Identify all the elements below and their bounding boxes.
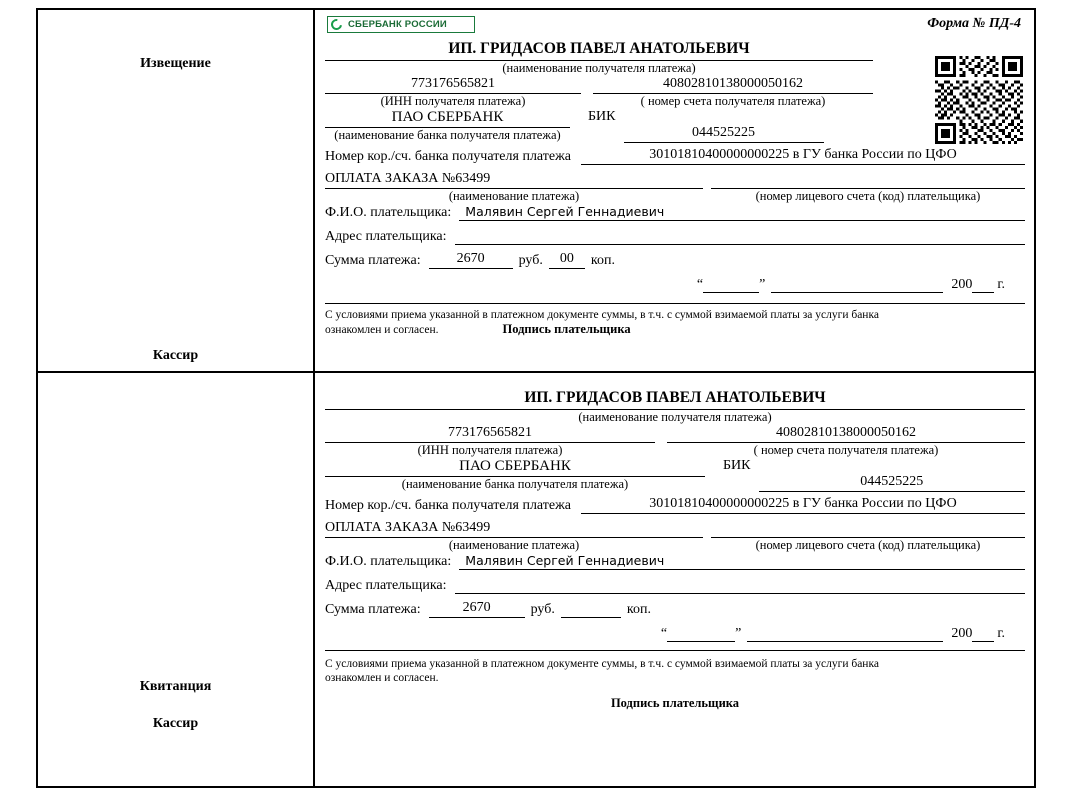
year-prefix-top: 200 — [951, 277, 973, 292]
rub-label-bottom: руб. — [530, 602, 555, 617]
bank-name-caption-bottom: (наименование банка получателя платежа) — [401, 477, 629, 491]
payer-address-label-bottom: Адрес плательщика: — [325, 578, 447, 593]
purpose-caption-bottom: (наименование платежа) — [448, 538, 580, 552]
personal-account-caption-bottom: (номер лицевого счета (код) плательщика) — [755, 538, 981, 552]
year-suffix-bottom: г. — [997, 626, 1005, 641]
signature-label-top: Подпись плательщика — [502, 322, 631, 337]
qr-code-icon — [935, 56, 1023, 144]
bik-label-bottom: БИК — [723, 458, 751, 473]
date-day-blank-bottom — [667, 626, 735, 642]
date-day-blank-top — [703, 277, 759, 293]
amount-value-bottom: 2670 — [429, 600, 525, 618]
payer-address-label-top: Адрес плательщика: — [325, 229, 447, 244]
label-receipt: Квитанция — [139, 679, 212, 694]
rub-label-top: руб. — [518, 253, 543, 268]
payer-name-label-top: Ф.И.О. плательщика: — [325, 205, 452, 220]
kop-value-bottom — [561, 600, 621, 618]
sberbank-logo-text: СБЕРБАНК РОССИИ — [348, 19, 447, 30]
kop-value-top: 00 — [549, 251, 585, 269]
bik-value-bottom: 044525225 — [759, 474, 1026, 492]
year-suffix-top: г. — [997, 277, 1005, 292]
amount-label-bottom: Сумма платежа: — [325, 602, 421, 617]
date-quote-close-bottom: ” — [735, 626, 742, 641]
payer-address-value-bottom — [455, 576, 1025, 594]
bank-name-value-top: ПАО СБЕРБАНК — [325, 109, 570, 128]
amount-value-top: 2670 — [429, 251, 513, 269]
notice-left-column — [38, 10, 315, 371]
sberbank-logo-icon — [327, 16, 475, 33]
date-quote-open-top: “ — [696, 277, 704, 292]
year-blank-top — [972, 277, 994, 293]
bank-name-value-bottom: ПАО СБЕРБАНК — [325, 458, 705, 477]
bank-name-caption-top: (наименование банка получателя платежа) — [334, 128, 561, 142]
purpose-caption-top: (наименование платежа) — [448, 189, 580, 203]
account-value-bottom: 40802810138000050162 — [667, 425, 1025, 443]
notice-right-column — [315, 10, 1035, 371]
purpose-value-bottom: ОПЛАТА ЗАКАЗА №63499 — [325, 520, 703, 538]
terms-line1-top: С условиями приема указанной в платежном документе суммы, в т.ч. с суммой взимаемой платы за услуги банка — [325, 309, 879, 321]
account-caption-top: ( номер счета получателя платежа) — [640, 94, 826, 108]
terms-line1-bottom: С условиями приема указанной в платежном документе суммы, в т.ч. с суммой взимаемой платы за услуги банка — [325, 658, 879, 670]
payer-name-label-bottom: Ф.И.О. плательщика: — [325, 554, 452, 569]
recipient-name-bottom: ИП. ГРИДАСОВ ПАВЕЛ АНАТОЛЬЕВИЧ — [524, 389, 826, 406]
inn-value-top: 773176565821 — [325, 76, 581, 94]
terms-line2-top: ознакомлен и согласен. — [325, 324, 439, 336]
date-month-blank-bottom — [747, 626, 943, 642]
bik-value-top: 044525225 — [624, 125, 824, 143]
bik-label-top: БИК — [588, 109, 616, 124]
corr-value-bottom: 30101810400000000225 в ГУ банка России по ЦФО — [581, 496, 1025, 514]
year-prefix-bottom: 200 — [951, 626, 973, 641]
inn-caption-top: (ИНН получателя платежа) — [380, 94, 526, 108]
label-cashier-bottom: Кассир — [152, 716, 199, 731]
receipt-right-column — [315, 373, 1035, 786]
payer-name-value-top: Малявин Сергей Геннадиевич — [459, 204, 1025, 221]
sberbank-mark-icon — [329, 17, 346, 32]
kop-label-bottom: коп. — [626, 602, 651, 617]
date-quote-close-top: ” — [759, 277, 766, 292]
form-number: Форма № ПД-4 — [927, 16, 1021, 31]
personal-account-caption-top: (номер лицевого счета (код) плательщика) — [755, 189, 981, 203]
terms-line2-bottom: ознакомлен и согласен. — [325, 672, 439, 685]
payment-form-pd4 — [36, 8, 1036, 788]
inn-value-bottom: 773176565821 — [325, 425, 655, 443]
account-value-top: 40802810138000050162 — [593, 76, 873, 94]
date-quote-open-bottom: “ — [660, 626, 668, 641]
payer-address-value-top — [455, 227, 1025, 245]
recipient-name-top: ИП. ГРИДАСОВ ПАВЕЛ АНАТОЛЬЕВИЧ — [448, 40, 750, 57]
inn-caption-bottom: (ИНН получателя платежа) — [417, 443, 563, 457]
label-notice: Извещение — [140, 56, 211, 71]
receipt-section — [38, 373, 1034, 786]
payer-name-value-bottom: Малявин Сергей Геннадиевич — [459, 553, 1025, 570]
label-cashier-top: Кассир — [152, 348, 199, 363]
corr-label-bottom: Номер кор./сч. банка получателя платежа — [325, 498, 571, 513]
signature-label-bottom: Подпись плательщика — [610, 695, 740, 710]
notice-section — [38, 10, 1034, 373]
year-blank-bottom — [972, 626, 994, 642]
amount-label-top: Сумма платежа: — [325, 253, 421, 268]
date-month-blank-top — [771, 277, 943, 293]
kop-label-top: коп. — [590, 253, 615, 268]
recipient-name-caption-bottom: (наименование получателя платежа) — [578, 410, 772, 424]
purpose-value-top: ОПЛАТА ЗАКАЗА №63499 — [325, 171, 703, 189]
recipient-name-caption-top: (наименование получателя платежа) — [502, 61, 696, 75]
corr-label-top: Номер кор./сч. банка получателя платежа — [325, 149, 571, 164]
account-caption-bottom: ( номер счета получателя платежа) — [753, 443, 939, 457]
receipt-left-column — [38, 373, 315, 786]
corr-value-top: 30101810400000000225 в ГУ банка России по ЦФО — [581, 147, 1025, 165]
